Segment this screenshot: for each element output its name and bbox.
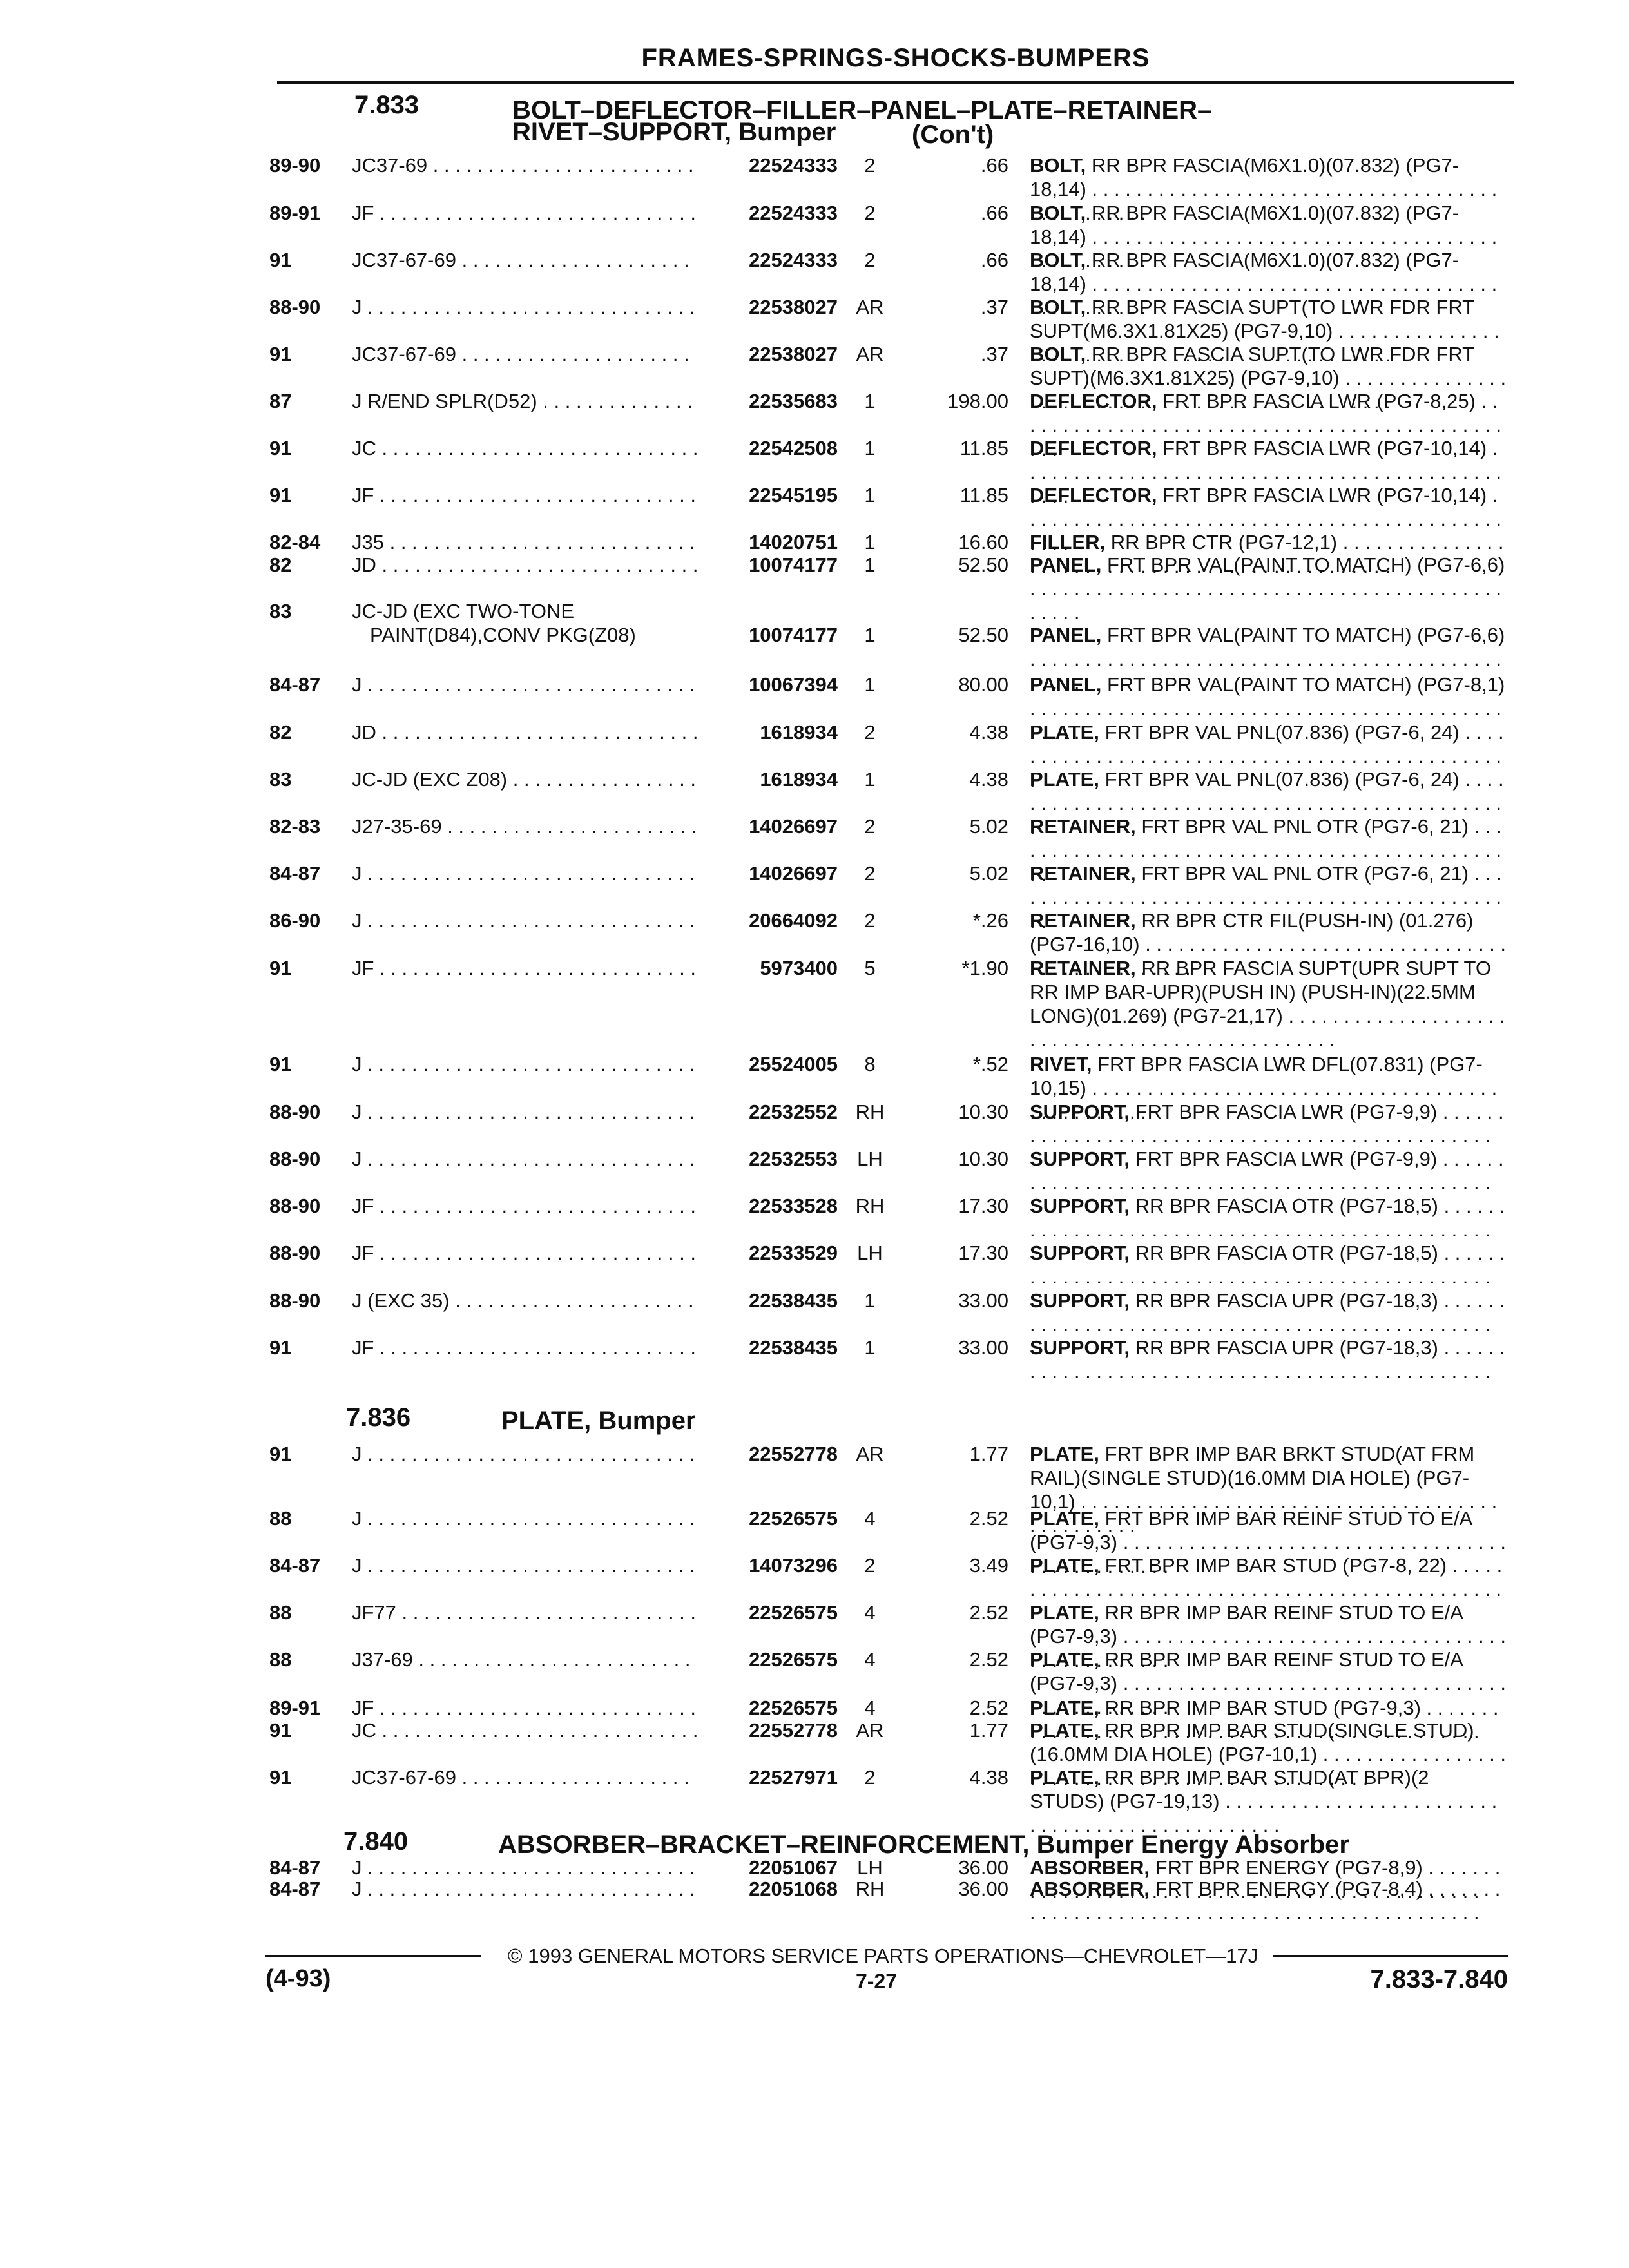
price: 10.30 — [958, 1100, 1008, 1123]
quantity: 1 — [864, 553, 876, 576]
quantity: 1 — [864, 1336, 876, 1359]
part-name: PLATE, — [1030, 1554, 1099, 1577]
part-number: 25524005 — [749, 1053, 838, 1075]
part-number: 22524333 — [749, 249, 838, 271]
part-name: BOLT, — [1030, 202, 1086, 224]
part-number: 22051068 — [749, 1878, 838, 1900]
part-name: BOLT, — [1030, 343, 1086, 365]
model-code: J . . . — [352, 861, 697, 885]
price: 2.52 — [969, 1696, 1008, 1719]
price: 11.85 — [959, 437, 1008, 459]
model-code: JC-JD (EXC Z08) . . . — [352, 767, 697, 791]
part-detail: RR BPR IMP BAR STUD(SINGLE STUD)(16.0MM DIA HOLE) (PG7-10,1) — [1030, 1719, 1474, 1765]
part-detail: RR BPR FASCIA OTR (PG7-18,5) — [1135, 1195, 1438, 1217]
year-range: 91 — [269, 1336, 292, 1359]
part-number: 14026697 — [749, 815, 838, 838]
part-number: 14073296 — [749, 1554, 838, 1577]
model-code: J (EXC 35) . . . — [352, 1289, 697, 1312]
model-code: J . . . — [352, 673, 697, 697]
page-header: FRAMES-SPRINGS-SHOCKS-BUMPERS — [641, 44, 1150, 72]
part-description — [1030, 553, 1507, 624]
year-range: 82-83 — [269, 815, 321, 838]
price: .37 — [980, 343, 1008, 365]
part-description — [1030, 1194, 1507, 1242]
part-number: 22524333 — [749, 154, 838, 177]
part-name: BOLT, — [1030, 249, 1086, 271]
part-number: 1618934 — [760, 721, 838, 744]
part-description — [1030, 1877, 1507, 1925]
part-number: 5973400 — [760, 957, 838, 979]
quantity: RH — [855, 1195, 885, 1217]
part-number: 22051067 — [749, 1856, 838, 1879]
part-detail: RR BPR FASCIA SUPT(TO LWR FDR FRT SUPT(M6.3X1.81X25) (PG7-9,10) — [1030, 296, 1474, 342]
model-code-line1: JC-JD (EXC TWO-TONE — [352, 600, 575, 622]
model-code: JC37-67-69 . . . — [352, 1765, 697, 1789]
part-description — [1030, 1241, 1507, 1289]
price: 16.60 — [958, 531, 1008, 553]
price: 17.30 — [958, 1195, 1008, 1217]
part-number: 22538027 — [749, 296, 838, 318]
part-name: SUPPORT, — [1030, 1100, 1130, 1123]
year-range: 82-84 — [269, 531, 321, 553]
part-name: DEFLECTOR, — [1030, 484, 1157, 506]
year-range: 91 — [269, 1443, 292, 1465]
price: .66 — [980, 249, 1008, 271]
part-detail: FRT BPR FASCIA LWR (PG7-9,9) — [1135, 1100, 1438, 1123]
model-code: J . . . — [352, 295, 697, 319]
quantity: 2 — [864, 154, 876, 177]
part-number: 22526575 — [749, 1648, 838, 1671]
part-number: 22552778 — [749, 1443, 838, 1465]
price: 4.38 — [969, 1766, 1008, 1789]
price: 4.38 — [969, 721, 1008, 744]
part-detail: FRT BPR ENERGY (PG7-8,4) — [1155, 1878, 1423, 1900]
year-range: 84-87 — [269, 1878, 321, 1900]
part-name: FILLER, — [1030, 531, 1106, 553]
price: 80.00 — [958, 673, 1008, 696]
price: .37 — [980, 296, 1008, 318]
price: 33.00 — [958, 1289, 1008, 1312]
model-code: JF77 . . . — [352, 1600, 697, 1624]
year-range: 84-87 — [269, 1856, 321, 1879]
part-number: 10074177 — [749, 624, 838, 646]
part-detail: FRT BPR IMP BAR BRKT STUD(AT FRM RAIL)(SINGLE STUD)(16.0MM DIA HOLE) (PG7-10,1) — [1030, 1443, 1475, 1513]
model-code: JF . . . — [352, 1696, 697, 1720]
part-name: SUPPORT, — [1030, 1289, 1130, 1312]
model-code: JC . . . — [352, 436, 697, 460]
model-code: JF . . . — [352, 1336, 697, 1360]
quantity: 1 — [864, 673, 876, 696]
part-detail: FRT BPR VAL(PAINT TO MATCH) (PG7-6,6) — [1107, 553, 1505, 576]
part-detail: RR BPR CTR FIL(PUSH-IN) (01.276) (PG7-16,10) — [1030, 909, 1474, 956]
part-name: RETAINER, — [1030, 957, 1136, 979]
model-code: J27-35-69 . . . — [352, 814, 697, 838]
part-detail: RR BPR FASCIA SUPT(TO LWR FDR FRT SUPT)(M6.3X1.81X25) (PG7-9,10) — [1030, 343, 1474, 389]
quantity: RH — [855, 1100, 885, 1123]
part-name: SUPPORT, — [1030, 1336, 1130, 1359]
price: 5.02 — [969, 815, 1008, 838]
year-range: 88 — [269, 1507, 292, 1530]
part-number: 22533529 — [749, 1242, 838, 1264]
model-code: JD . . . — [352, 553, 697, 577]
price: 11.85 — [959, 484, 1008, 506]
part-detail: RR BPR FASCIA UPR (PG7-18,3) — [1135, 1289, 1438, 1312]
part-number: 22526575 — [749, 1696, 838, 1719]
price: 17.30 — [958, 1242, 1008, 1264]
quantity: 2 — [864, 862, 876, 885]
part-detail: FRT BPR IMP BAR STUD (PG7-8, 22) — [1104, 1554, 1447, 1577]
quantity: LH — [857, 1148, 883, 1170]
part-name: BOLT, — [1030, 154, 1086, 177]
model-code: JF . . . — [352, 483, 697, 507]
year-range: 91 — [269, 957, 292, 979]
part-name: PANEL, — [1030, 553, 1102, 576]
part-detail: RR BPR FASCIA(M6X1.0)(07.832) (PG7-18,14) — [1030, 154, 1460, 200]
part-detail: RR BPR FASCIA SUPT(UPR SUPT TO RR IMP BAR-UPR)(PUSH IN) (PUSH-IN)(22.5MM LONG)(01.269) (PG7-21,17) — [1030, 957, 1492, 1027]
model-code: JC37-69 . . . — [352, 153, 697, 177]
part-detail: FRT BPR FASCIA LWR (PG7-8,25) — [1162, 390, 1476, 412]
model-code: J37-69 . . . — [352, 1648, 697, 1671]
price: 10.30 — [958, 1148, 1008, 1170]
quantity: 1 — [864, 1289, 876, 1312]
part-number: 14020751 — [749, 531, 838, 553]
price: 2.52 — [969, 1507, 1008, 1530]
year-range: 88-90 — [269, 1242, 321, 1264]
model-code: J . . . — [352, 1442, 697, 1466]
part-number: 22532552 — [749, 1100, 838, 1123]
price: .66 — [980, 202, 1008, 224]
footer-copyright: © 1993 GENERAL MOTORS SERVICE PARTS OPERATIONS—CHEVROLET—17J — [507, 1945, 1258, 1967]
year-range: 91 — [269, 343, 292, 365]
part-name: SUPPORT, — [1030, 1148, 1130, 1170]
price: 2.52 — [969, 1648, 1008, 1671]
section-title: BOLT–DEFLECTOR–FILLER–PANEL–PLATE–RETAINER– — [512, 96, 1212, 124]
part-number: 20664092 — [749, 909, 838, 932]
year-range: 91 — [269, 1766, 292, 1789]
quantity: 1 — [864, 437, 876, 459]
price: 2.52 — [969, 1601, 1008, 1624]
part-number: 22532553 — [749, 1148, 838, 1170]
quantity: 4 — [864, 1696, 876, 1719]
price: *1.90 — [961, 957, 1008, 979]
quantity: AR — [856, 343, 884, 365]
part-name: ABSORBER, — [1030, 1878, 1150, 1900]
model-code: J . . . — [352, 1877, 697, 1901]
quantity: 1 — [864, 484, 876, 506]
price: 52.50 — [958, 624, 1008, 646]
part-name: RETAINER, — [1030, 815, 1136, 838]
part-name: ABSORBER, — [1030, 1856, 1150, 1879]
part-detail: RR BPR IMP BAR REINF STUD TO E/A (PG7-9,3) — [1030, 1648, 1463, 1695]
year-range: 83 — [269, 600, 292, 622]
quantity: 1 — [864, 531, 876, 553]
part-name: PANEL, — [1030, 624, 1102, 646]
quantity: 2 — [864, 721, 876, 744]
part-description — [1030, 1147, 1507, 1195]
price: .66 — [980, 154, 1008, 177]
part-number: 22535683 — [749, 390, 838, 412]
part-number: 22538027 — [749, 343, 838, 365]
model-code — [352, 599, 697, 647]
part-detail: RR BPR FASCIA OTR (PG7-18,5) — [1135, 1242, 1438, 1264]
part-name: RETAINER, — [1030, 909, 1136, 932]
part-name: SUPPORT, — [1030, 1195, 1130, 1217]
year-range: 91 — [269, 249, 292, 271]
header-rule — [277, 81, 1514, 84]
year-range: 84-87 — [269, 1554, 321, 1577]
quantity: 2 — [864, 909, 876, 932]
price: 1.77 — [969, 1443, 1008, 1465]
year-range: 91 — [269, 484, 292, 506]
footer-rule-left — [265, 1955, 481, 1957]
year-range: 89-91 — [269, 1696, 321, 1719]
quantity: RH — [855, 1878, 885, 1900]
part-name: PLATE, — [1030, 1601, 1099, 1624]
section-title-line2: RIVET–SUPPORT, Bumper — [512, 118, 836, 146]
quantity: AR — [856, 296, 884, 318]
model-code: J . . . — [352, 1506, 697, 1530]
price: 198.00 — [947, 390, 1008, 412]
model-code: JF . . . — [352, 1241, 697, 1265]
price: 36.00 — [958, 1856, 1008, 1879]
year-range: 88-90 — [269, 296, 321, 318]
quantity: 5 — [864, 957, 876, 979]
quantity: 2 — [864, 1554, 876, 1577]
part-detail: FRT BPR ENERGY (PG7-8,9) — [1155, 1856, 1423, 1879]
price: 3.49 — [969, 1554, 1008, 1577]
part-number: 22526575 — [749, 1507, 838, 1530]
part-number: 14026697 — [749, 862, 838, 885]
quantity: 1 — [864, 390, 876, 412]
year-range: 91 — [269, 437, 292, 459]
section-number: 7.836 — [346, 1403, 411, 1432]
quantity: 4 — [864, 1601, 876, 1624]
part-number: 22526575 — [749, 1601, 838, 1624]
model-code: JF . . . — [352, 201, 697, 225]
price: 5.02 — [969, 862, 1008, 885]
year-range: 86-90 — [269, 909, 321, 932]
footer-date: (4-93) — [265, 1965, 331, 1992]
part-detail: FRT BPR FASCIA LWR DFL(07.831) (PG7-10,15) — [1030, 1053, 1483, 1099]
quantity: 1 — [864, 624, 876, 646]
part-name: PLATE, — [1030, 1507, 1099, 1530]
quantity: 8 — [864, 1053, 876, 1075]
part-number: 22542508 — [749, 437, 838, 459]
part-name: BOLT, — [1030, 296, 1086, 318]
quantity: 4 — [864, 1507, 876, 1530]
part-number: 22552778 — [749, 1719, 838, 1742]
year-range: 87 — [269, 390, 292, 412]
part-description — [1030, 1289, 1507, 1336]
footer-section-range: 7.833-7.840 — [1370, 1965, 1508, 1994]
year-range: 84-87 — [269, 862, 321, 885]
part-name: PANEL, — [1030, 673, 1102, 696]
year-range: 83 — [269, 768, 292, 791]
part-number: 1618934 — [760, 768, 838, 791]
year-range: 88 — [269, 1648, 292, 1671]
part-detail: RR BPR IMP BAR STUD(AT BPR)(2 STUDS) (PG7-19,13) — [1030, 1766, 1429, 1812]
part-number: 10067394 — [749, 673, 838, 696]
part-detail: FRT BPR VAL(PAINT TO MATCH) (PG7-6,6) — [1107, 624, 1505, 646]
year-range: 89-90 — [269, 154, 321, 177]
quantity: 4 — [864, 1648, 876, 1671]
price: *.52 — [972, 1053, 1008, 1075]
part-detail: FRT BPR FASCIA LWR (PG7-10,14) — [1162, 437, 1487, 459]
quantity: 1 — [864, 768, 876, 791]
model-code: JD . . . — [352, 720, 697, 744]
part-name: SUPPORT, — [1030, 1242, 1130, 1264]
part-detail: FRT BPR FASCIA LWR (PG7-10,14) — [1162, 484, 1487, 506]
part-detail: FRT BPR VAL PNL(07.836) (PG7-6, 24) — [1104, 768, 1460, 791]
year-range: 84-87 — [269, 673, 321, 696]
model-code: JF . . . — [352, 956, 697, 980]
model-code: J . . . — [352, 1553, 697, 1577]
part-description — [1030, 1336, 1507, 1383]
quantity: 2 — [864, 1766, 876, 1789]
part-detail: RR BPR FASCIA(M6X1.0)(07.832) (PG7-18,14) — [1030, 202, 1460, 248]
part-name: PLATE, — [1030, 768, 1099, 791]
part-detail: FRT BPR IMP BAR REINF STUD TO E/A (PG7-9,3) — [1030, 1507, 1472, 1553]
year-range: 82 — [269, 553, 292, 576]
part-detail: FRT BPR VAL PNL(07.836) (PG7-6, 24) — [1104, 721, 1460, 744]
part-name: PLATE, — [1030, 721, 1099, 744]
part-number: 22524333 — [749, 202, 838, 224]
part-description — [1030, 1553, 1507, 1601]
year-range: 88 — [269, 1601, 292, 1624]
part-detail: RR BPR CTR (PG7-12,1) — [1110, 531, 1338, 553]
model-code: J . . . — [352, 1100, 697, 1124]
quantity: 2 — [864, 815, 876, 838]
quantity: AR — [856, 1719, 884, 1742]
part-number: 22533528 — [749, 1195, 838, 1217]
price: 36.00 — [958, 1878, 1008, 1900]
model-code: J . . . — [352, 908, 697, 932]
quantity: AR — [856, 1443, 884, 1465]
year-range: 88-90 — [269, 1148, 321, 1170]
part-name: PLATE, — [1030, 1719, 1099, 1742]
price: 52.50 — [958, 553, 1008, 576]
year-range: 89-91 — [269, 202, 321, 224]
part-number: 10074177 — [749, 553, 838, 576]
part-name: PLATE, — [1030, 1648, 1099, 1671]
footer-page-number: 7-27 — [855, 1970, 898, 1993]
model-code: JC . . . — [352, 1718, 697, 1742]
part-detail: RR BPR FASCIA(M6X1.0)(07.832) (PG7-18,14) — [1030, 249, 1460, 295]
part-number: 22527971 — [749, 1766, 838, 1789]
part-name: RIVET, — [1030, 1053, 1092, 1075]
section-number: 7.840 — [343, 1827, 409, 1856]
model-code: JF . . . — [352, 1194, 697, 1218]
year-range: 82 — [269, 721, 292, 744]
part-name: DEFLECTOR, — [1030, 390, 1157, 412]
year-range: 91 — [269, 1053, 292, 1075]
model-code: J . . . — [352, 1856, 697, 1879]
year-range: 91 — [269, 1719, 292, 1742]
part-detail: FRT BPR VAL PNL OTR (PG7-6, 21) — [1141, 862, 1469, 885]
section-title: ABSORBER–BRACKET–REINFORCEMENT, Bumper Energy Absorber — [498, 1831, 1349, 1859]
price: 33.00 — [958, 1336, 1008, 1359]
model-code: J35 . . . — [352, 530, 697, 554]
section-title: PLATE, Bumper — [501, 1407, 696, 1435]
model-code: JC37-67-69 . . . — [352, 342, 697, 366]
quantity: 2 — [864, 202, 876, 224]
model-code: J . . . — [352, 1147, 697, 1171]
part-description — [1030, 1765, 1507, 1837]
year-range: 88-90 — [269, 1289, 321, 1312]
quantity: LH — [857, 1856, 883, 1879]
part-number: 22545195 — [749, 484, 838, 506]
part-name: PLATE, — [1030, 1696, 1099, 1719]
price: 4.38 — [969, 768, 1008, 791]
price: *.26 — [972, 909, 1008, 932]
model-code: J . . . — [352, 1052, 697, 1076]
model-code: J R/END SPLR(D52) . . . — [352, 389, 697, 413]
part-name: RETAINER, — [1030, 862, 1136, 885]
part-description — [1030, 956, 1507, 1052]
part-detail: FRT BPR VAL(PAINT TO MATCH) (PG7-8,1) — [1107, 673, 1505, 696]
part-number: 22538435 — [749, 1336, 838, 1359]
part-description — [1030, 1100, 1507, 1148]
continued-label: (Con't) — [912, 120, 994, 149]
part-detail: FRT BPR VAL PNL OTR (PG7-6, 21) — [1141, 815, 1469, 838]
part-name: DEFLECTOR, — [1030, 437, 1157, 459]
quantity: 2 — [864, 249, 876, 271]
part-detail: RR BPR IMP BAR REINF STUD TO E/A (PG7-9,3) — [1030, 1601, 1463, 1648]
year-range: 88-90 — [269, 1100, 321, 1123]
footer-rule-right — [1273, 1955, 1508, 1957]
year-range: 88-90 — [269, 1195, 321, 1217]
model-code: JC37-67-69 . . . — [352, 248, 697, 272]
part-name: PLATE, — [1030, 1443, 1099, 1465]
model-code-line2: PAINT(D84),CONV PKG(Z08) — [370, 624, 636, 646]
part-detail: RR BPR IMP BAR STUD (PG7-9,3) — [1104, 1696, 1421, 1719]
quantity: LH — [857, 1242, 883, 1264]
price: 1.77 — [969, 1719, 1008, 1742]
part-detail: RR BPR FASCIA UPR (PG7-18,3) — [1135, 1336, 1438, 1359]
part-number: 22538435 — [749, 1289, 838, 1312]
section-number: 7.833 — [354, 91, 419, 119]
part-name: PLATE, — [1030, 1766, 1099, 1789]
part-detail: FRT BPR FASCIA LWR (PG7-9,9) — [1135, 1148, 1438, 1170]
